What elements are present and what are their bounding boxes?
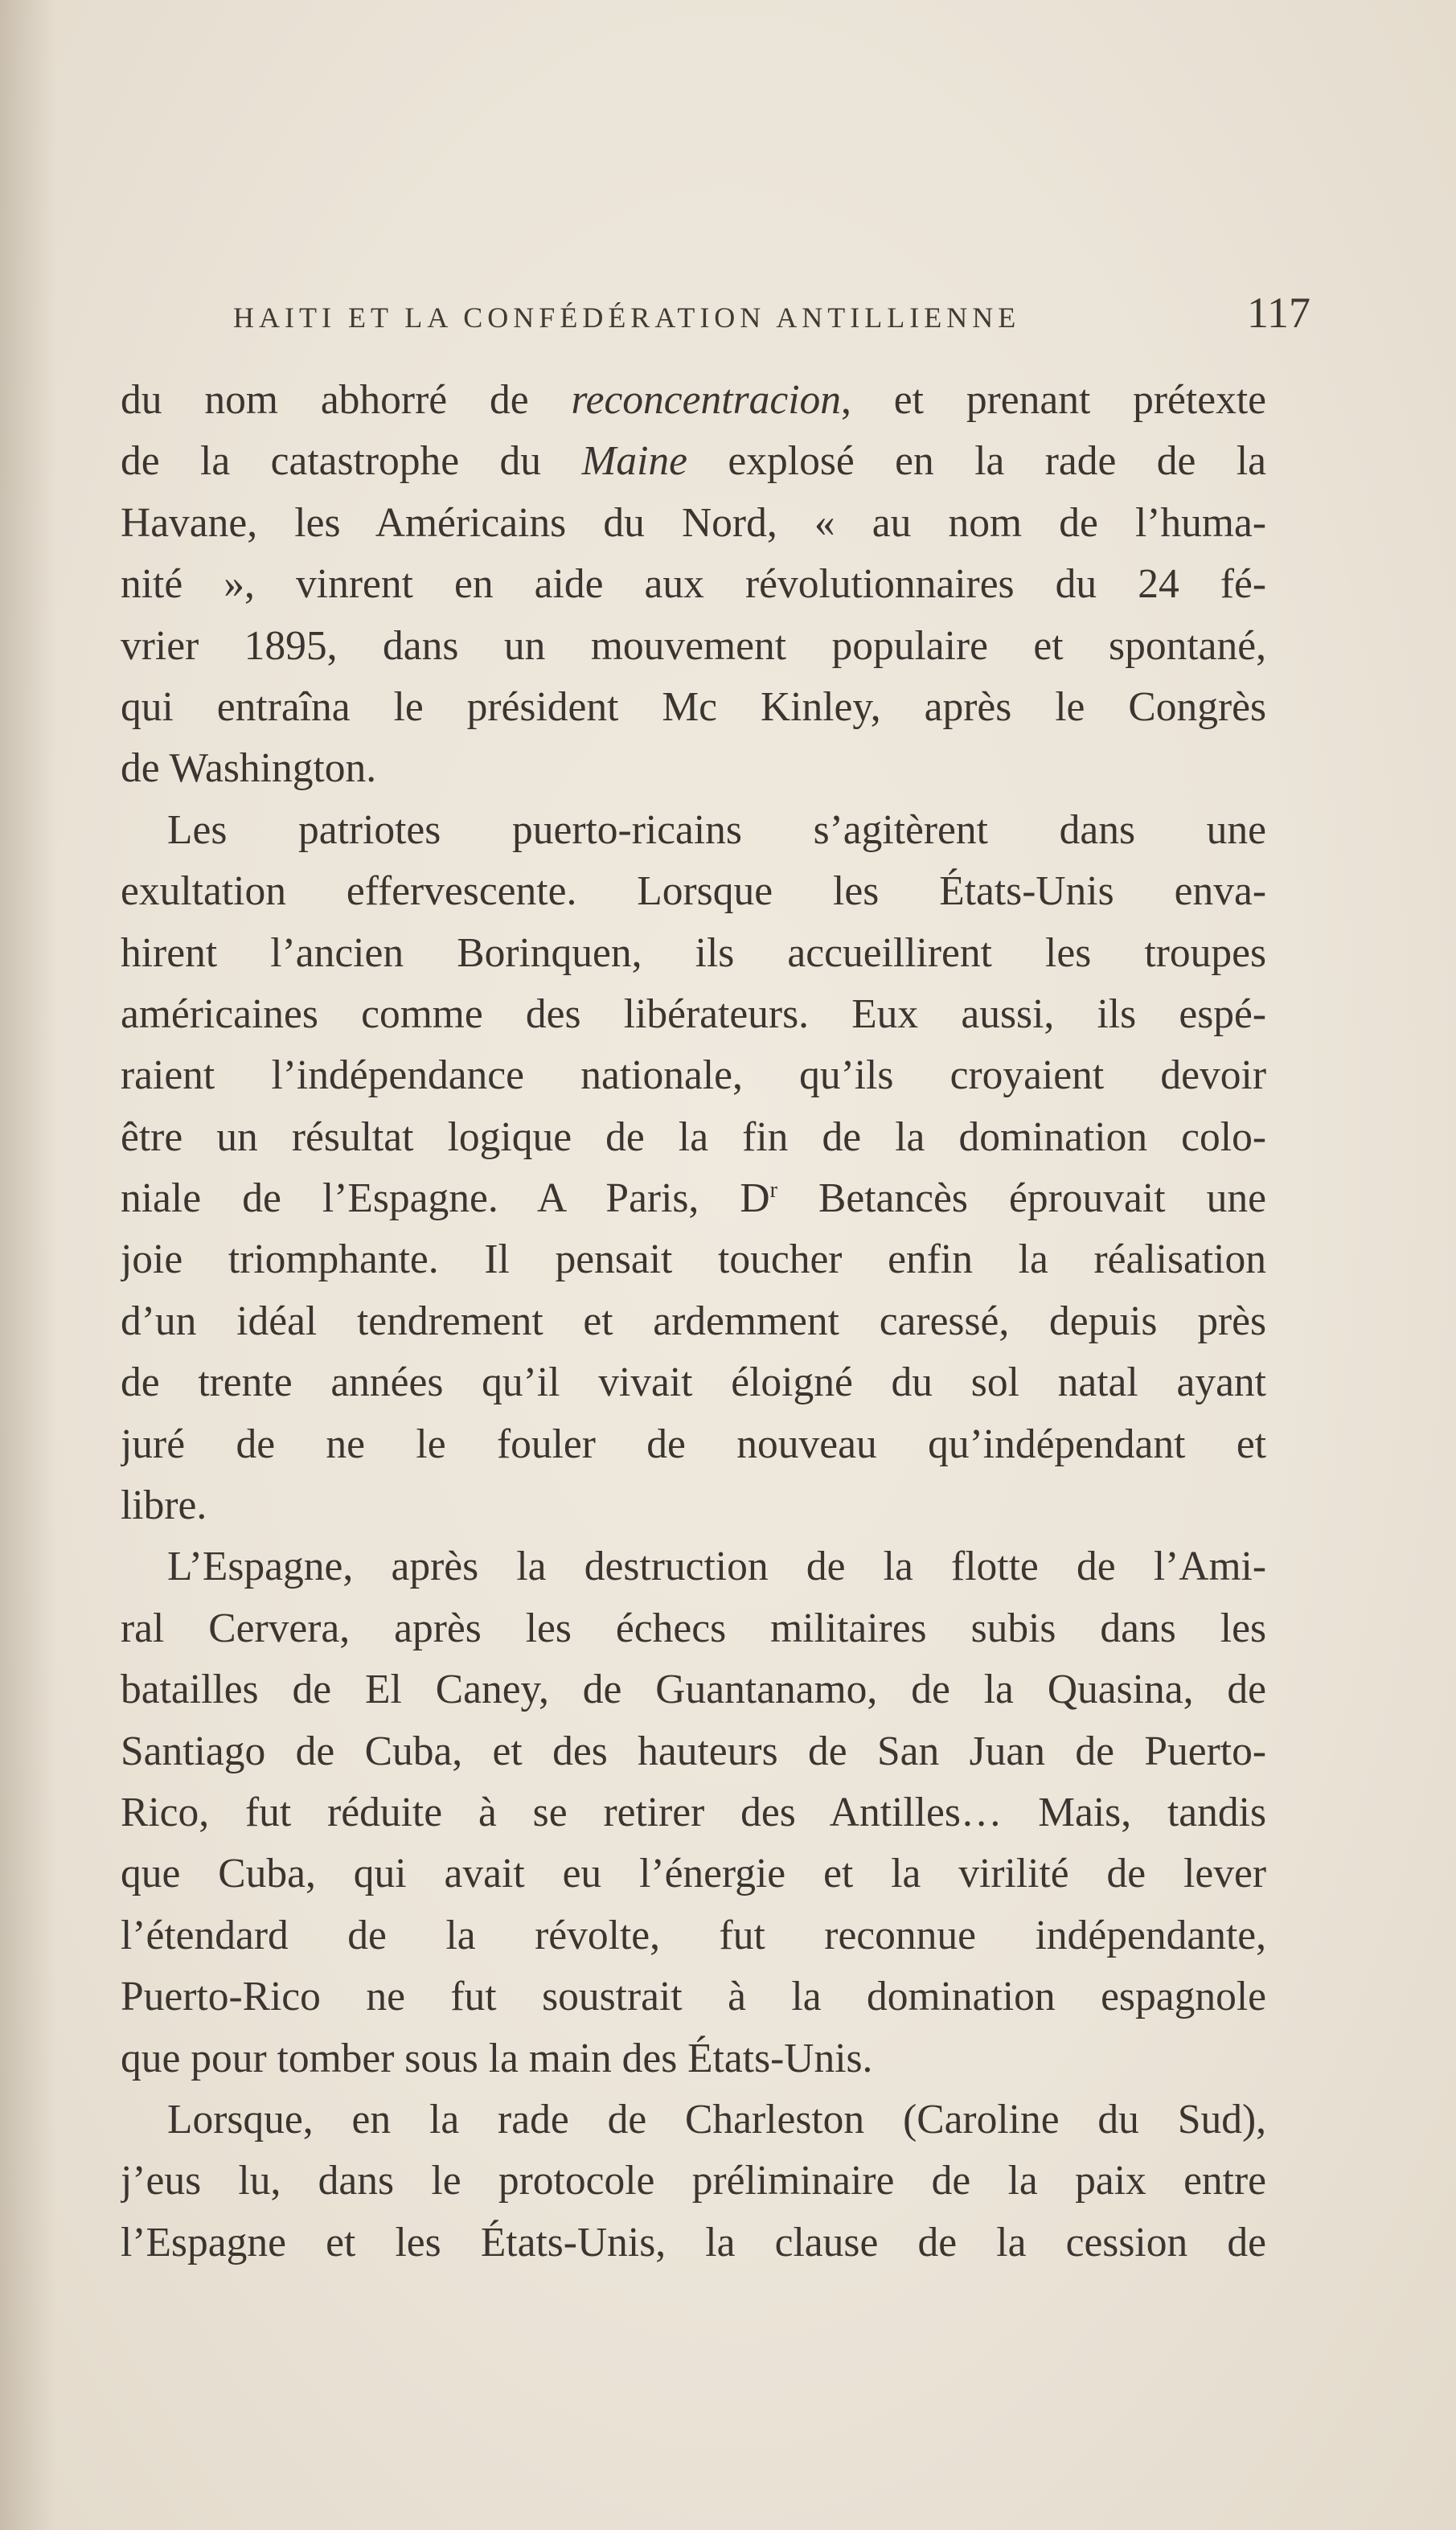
text-line: de la catastrophe du Maine explosé en la rade de la [121,438,1266,485]
text-line: du nom abhorré de reconcentracion, et prenant prétexte [121,377,1266,423]
italic-term: Maine [581,438,688,485]
paragraph [121,370,1266,800]
text-line: niale de l’Espagne. A Paris, $D^r$ Betancès éprouvait une [121,1175,1266,1222]
text-line: hirent l’ancien Borinquen, ils accueillirent les troupes [121,929,1266,976]
text-line: L’Espagne, après la destruction de la flotte de l’Ami- [167,1544,1266,1590]
text-line: vrier 1895, dans un mouvement populaire et spontané, [121,622,1266,669]
paragraph [121,2089,1266,2274]
text-line: joie triomphante. Il pensait toucher enfin la réalisation [121,1236,1266,1283]
text-line: qui entraîna le président Mc Kinley, après le Congrès [121,683,1266,730]
text-line: américaines comme des libérateurs. Eux aussi, ils espé- [121,990,1266,1037]
text-line: nité », vinrent en aide aux révolutionnaires du 24 fé- [121,561,1266,608]
text-line: Rico, fut réduite à se retirer des Antilles… Mais, tandis [121,1789,1266,1835]
text-line: Les patriotes puerto-ricains s’agitèrent dans une [167,806,1266,853]
text-line: batailles de El Caney, de Guantanamo, de la Quasina, de [121,1667,1266,1713]
paragraph [121,800,1266,1537]
text-line: d’un idéal tendrement et ardemment caressé, depuis près [121,1298,1266,1344]
paragraph [121,1536,1266,2089]
body-text [121,370,1266,2274]
text-line: que pour tomber sous la main des États-Unis. [121,2035,873,2081]
text-line: ral Cervera, après les échecs militaires subis dans les [121,1605,1266,1651]
text-line: Havane, les Américains du Nord, « au nom de l’huma- [121,499,1266,546]
text-line: de Washington. [121,745,377,792]
text-line: j’eus lu, dans le protocole préliminaire de la paix entre [121,2158,1266,2204]
superscript: r [769,1178,777,1203]
running-head [233,288,1310,336]
text-line: raient l’indépendance nationale, qu’ils croyaient devoir [121,1052,1266,1099]
italic-term: reconcentracion [571,377,842,423]
text-line: que Cuba, qui avait eu l’énergie et la virilité de lever [121,1851,1266,1897]
text-line: libre. [121,1482,207,1529]
text-line: Puerto-Rico ne fut soustrait à la domination espagnole [121,1974,1266,2020]
text-line: l’Espagne et les États-Unis, la clause de la cession de [121,2219,1266,2266]
text-line: de trente années qu’il vivait éloigné du sol natal ayant [121,1359,1266,1406]
text-line: exultation effervescente. Lorsque les États-Unis enva- [121,868,1266,915]
text-line: Santiago de Cuba, et des hauteurs de San Juan de Puerto- [121,1728,1266,1774]
running-title: HAITI ET LA CONFÉDÉRATION ANTILLIENNE [233,301,1021,334]
text-line: être un résultat logique de la fin de la domination colo- [121,1113,1266,1160]
text-line: Lorsque, en la rade de Charleston (Caroline du Sud), [167,2096,1266,2143]
page-gutter-shadow [0,0,56,2530]
text-line: juré de ne le fouler de nouveau qu’indépendant et [121,1421,1266,1467]
page-number: 117 [1247,289,1310,337]
text-line: l’étendard de la révolte, fut reconnue indépendante, [121,1912,1266,1958]
